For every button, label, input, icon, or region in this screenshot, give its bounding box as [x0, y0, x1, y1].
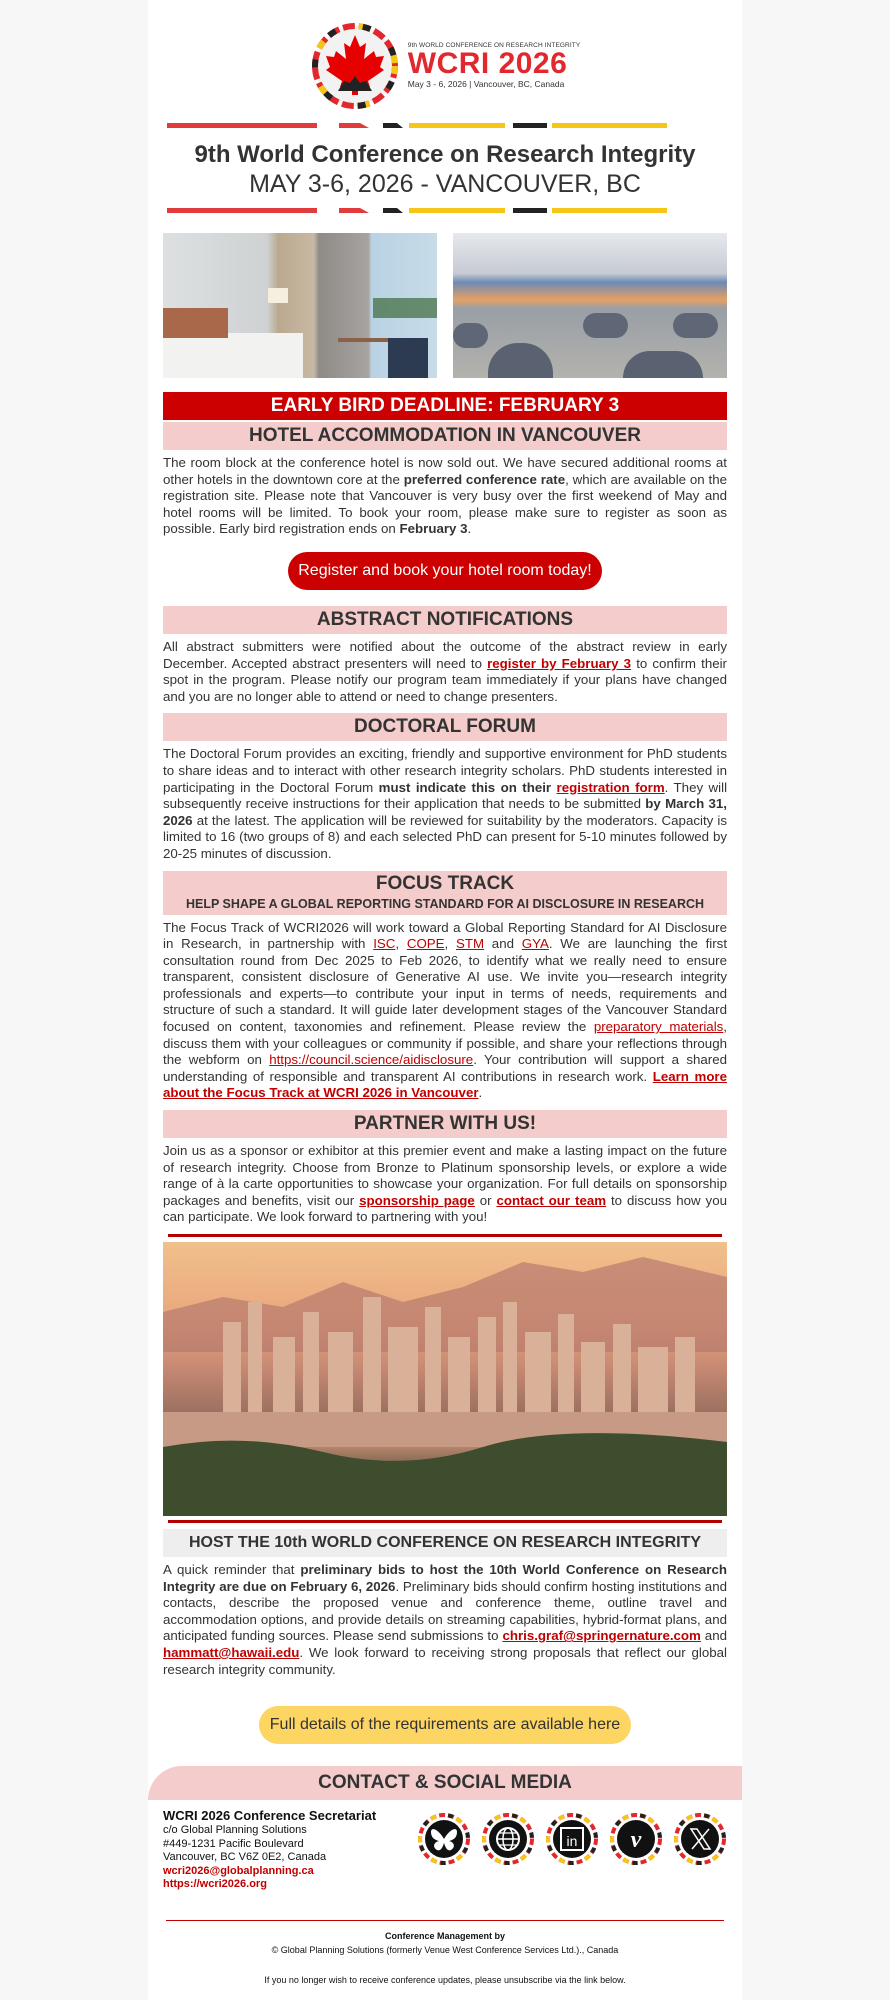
vimeo-icon [609, 1812, 663, 1866]
inline-link[interactable]: registration form [556, 779, 665, 795]
social-links [417, 1808, 727, 1892]
linkedin-link[interactable] [545, 1812, 599, 1866]
emphasis-text: February 3 [399, 521, 468, 537]
body-text: . Preliminary bids should confirm hosting institutions and contacts, describe the proposed venue and conference theme, outline travel and accommodation options, and provide details on streaming capabilities, hybrid-format plans, and anticipated funding sources. Please send submissions to [163, 1578, 727, 1644]
bluesky-link[interactable] [417, 1812, 471, 1866]
inline-link[interactable]: preparatory materials [593, 1019, 724, 1035]
emphasis-text: must indicate this on their [378, 779, 557, 795]
logo-wordmark: WCRI 2026 [407, 47, 568, 80]
hotel-heading: HOTEL ACCOMMODATION IN VANCOUVER [163, 422, 727, 450]
inline-link[interactable]: register by February 3 [487, 655, 632, 671]
abstract-heading: ABSTRACT NOTIFICATIONS [163, 606, 727, 634]
inline-link[interactable]: sponsorship page [359, 1192, 475, 1208]
decorative-stripe-bottom [167, 208, 723, 213]
body-text: . We look forward to receiving strong proposals that reflect our global research integrity community. [163, 1644, 727, 1677]
unsubscribe-note: If you no longer wish to receive conference updates, please unsubscribe via the link below. [264, 1974, 626, 1985]
contact-email-link[interactable]: wcri2026@globalplanning.ca [163, 1864, 314, 1877]
vancouver-skyline-photo [163, 1242, 727, 1516]
body-text: . We are launching the first consultation round from Dec 2025 to Feb 2026, to identify what we really need to ensure transparent, consistent disclosure of Generative AI use. We invite you—research integrity professionals and experts—to contribute your input in terms of needs, requirements and structure of such a standard. It will guide later development stages of the Vancouver Standard focused on content, taxonomies and refinement. Please review the [163, 936, 728, 1035]
globe-icon [481, 1812, 535, 1866]
page-subtitle: MAY 3-6, 2026 - VANCOUVER, BC [249, 170, 641, 198]
body-text: The Focus Track of WCRI2026 will work toward a Global Reporting Standard for AI Disclosure in Research, in partnership with [163, 919, 727, 952]
management-label: Conference Management by [384, 1930, 506, 1941]
body-text: . [467, 521, 472, 537]
focus-title: FOCUS TRACK [375, 872, 515, 894]
body-text: The Doctoral Forum provides an exciting, friendly and supportive environment for PhD students to share ideas and to interact with other research integrity scholars. PhD students interested in participating in the Doctoral Forum [163, 746, 727, 795]
focus-heading [163, 871, 727, 915]
hotel-room-photo [163, 233, 437, 378]
inline-link[interactable]: GYA [521, 936, 549, 952]
website-link[interactable]: https://wcri2026.org [163, 1878, 267, 1891]
body-text: to discuss how you can participate. We look forward to partnering with you! [163, 1192, 727, 1225]
inline-link[interactable]: contact our team [496, 1192, 607, 1208]
body-text: . [478, 1085, 483, 1101]
body-text: . Your contribution will support a shared understanding of responsible and transparent AI contributions in research work. [163, 1052, 727, 1084]
inline-link[interactable]: COPE [406, 936, 445, 952]
doctoral-body [163, 746, 727, 862]
body-text: to confirm their spot in the program. Please notify our program team immediately if your plans have changed and you are no longer able to attend or need to change presenters. [163, 655, 727, 704]
divider [168, 1234, 722, 1237]
inline-link[interactable]: STM [455, 936, 485, 952]
body-text: , [444, 936, 456, 952]
logo-tagline: 9th WORLD CONFERENCE ON RESEARCH INTEGRITY [407, 42, 581, 49]
vimeo-link[interactable] [609, 1812, 663, 1866]
x-link[interactable] [673, 1812, 727, 1866]
focus-body [163, 920, 727, 1103]
body-text: All abstract submitters were notified about the outcome of the abstract review in early December. Accepted abstract presenters will need to [163, 638, 727, 671]
hotel-body [163, 455, 727, 538]
abstract-body [163, 639, 727, 705]
emphasis-text: by March 31, 2026 [163, 796, 727, 828]
secretariat-name: WCRI 2026 Conference Secretariat [163, 1808, 377, 1824]
body-text: , discuss them with your colleagues or community if possible, and share your reflections through the webform on [163, 1019, 727, 1068]
inline-link[interactable]: chris.graf@springernature.com [502, 1628, 701, 1644]
body-text: A quick reminder that [163, 1562, 301, 1577]
bluesky-icon [417, 1812, 471, 1866]
decorative-stripe-top [167, 123, 723, 128]
register-hotel-button[interactable]: Register and book your hotel room today! [288, 552, 602, 590]
logo-date: May 3 - 6, 2026 | Vancouver, BC, Canada [407, 79, 565, 89]
body-text: at the latest. The application will be reviewed for suitability by the moderators. Capacity is limited to 16 (two groups of 8) and each selected PhD can present for 5-10 minutes followed by 20-25 minutes of discussion. [163, 812, 727, 861]
requirements-button[interactable]: Full details of the requirements are available here [259, 1706, 631, 1744]
address-line: Vancouver, BC V6Z 0E2, Canada [163, 1851, 327, 1864]
body-text: or [474, 1192, 497, 1208]
body-text: The room block at the conference hotel is now sold out. We have secured additional rooms at other hotels in the downtown core at the [163, 455, 727, 487]
body-text: . They will subsequently receive instructions for their application that needs to be submitted [163, 779, 728, 812]
doctoral-heading: DOCTORAL FORUM [163, 713, 727, 741]
copyright: © Global Planning Solutions (formerly Venue West Conference Services Ltd.)., Canada [271, 1944, 619, 1955]
partner-heading: PARTNER WITH US! [163, 1110, 727, 1138]
host-heading: HOST THE 10th WORLD CONFERENCE ON RESEARCH INTEGRITY [163, 1529, 727, 1557]
early-bird-banner: EARLY BIRD DEADLINE: FEBRUARY 3 [163, 392, 727, 420]
inline-link[interactable]: https://council.science/aidisclosure [269, 1052, 474, 1068]
body-text: , [395, 936, 407, 952]
focus-subtitle: HELP SHAPE A GLOBAL REPORTING STANDARD FOR AI DISCLOSURE IN RESEARCH [185, 896, 705, 911]
x-icon [673, 1812, 727, 1866]
linkedin-icon [545, 1812, 599, 1866]
svg-text:in: in [566, 1833, 578, 1850]
svg-text:v: v [630, 1827, 642, 1854]
body-text: and [484, 936, 522, 952]
address-line: c/o Global Planning Solutions [163, 1824, 307, 1837]
body-text: Join us as a sponsor or exhibitor at this premier event and make a lasting impact on the future of research integrity. Choose from Bronze to Platinum sponsorship levels, or explore a wide range of à la carte opportunities to showcase your organization. For full details on sponsorship packages and benefits, visit our [163, 1143, 727, 1208]
divider [168, 1520, 722, 1523]
contact-heading: CONTACT & SOCIAL MEDIA [148, 1766, 742, 1800]
ballroom-photo [453, 233, 727, 378]
page-title: 9th World Conference on Research Integrity [194, 141, 696, 168]
body-text: , which are available on the registration site. Please note that Vancouver is very busy over the first weekend of May and hotel rooms will be limited. To book your room, please make sure to register as soon as possible. Early bird registration ends on [163, 471, 728, 537]
host-body [163, 1562, 727, 1678]
contact-address [163, 1808, 376, 1892]
inline-link[interactable]: ISC [373, 936, 396, 952]
partner-body [163, 1143, 727, 1226]
inline-link[interactable]: Learn more about the Focus Track at WCRI 2026 in Vancouver [163, 1068, 728, 1101]
address-line: #449-1231 Pacific Boulevard [163, 1837, 304, 1850]
emphasis-text: preferred conference rate [403, 471, 566, 487]
maple-leaf-logo-icon [310, 21, 400, 111]
inline-link[interactable]: hammatt@hawaii.edu [163, 1644, 300, 1660]
globe-link[interactable] [481, 1812, 535, 1866]
footer-divider [166, 1920, 724, 1921]
email-container [148, 0, 742, 2000]
wcri-logo [148, 0, 742, 123]
emphasis-text: preliminary bids to host the 10th World Conference on Research Integrity are due on February 6, 2026 [163, 1562, 727, 1594]
body-text: and [700, 1628, 727, 1644]
